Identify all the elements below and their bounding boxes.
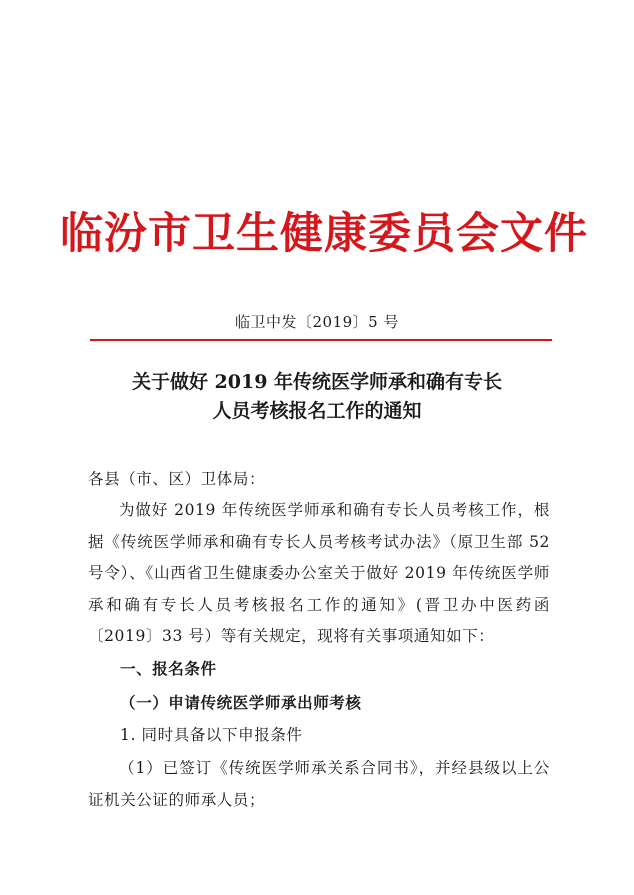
salutation: 各县（市、区）卫体局： — [88, 470, 266, 488]
list-item-1: 1. 同时具备以下申报条件 — [120, 726, 303, 744]
document-subject — [0, 368, 634, 426]
header-divider-line — [90, 339, 552, 341]
section-heading-1: 一、报名条件 — [120, 660, 217, 678]
subject-line-2: 人员考核报名工作的通知 — [212, 400, 422, 422]
issuing-authority-header: 临汾市卫生健康委员会文件 — [60, 209, 588, 259]
document-number: 临卫中发〔2019〕5 号 — [235, 313, 399, 331]
body-paragraph-2: （1）已签订《传统医学师承关系合同书》，并经县级以上公证机关公证的师承人员； — [88, 759, 550, 809]
subsection-heading-1: （一）申请传统医学师承出师考核 — [120, 693, 362, 712]
body-paragraph-1: 为做好 2019 年传统医学师承和确有专长人员考核工作，根据《传统医学师承和确有专长人员考核考试办法》（原卫生部 52 号令）、《山西省卫生健康委办公室关于做好 2019 年传统医学师承和确有专长人员考核报名工作的通知》(晋卫办中医药函〔2019〕33 号）等有关规定，现将有关事项通知如下： — [88, 501, 550, 645]
subject-line-1: 关于做好 2019 年传统医学师承和确有专长 — [131, 371, 503, 393]
